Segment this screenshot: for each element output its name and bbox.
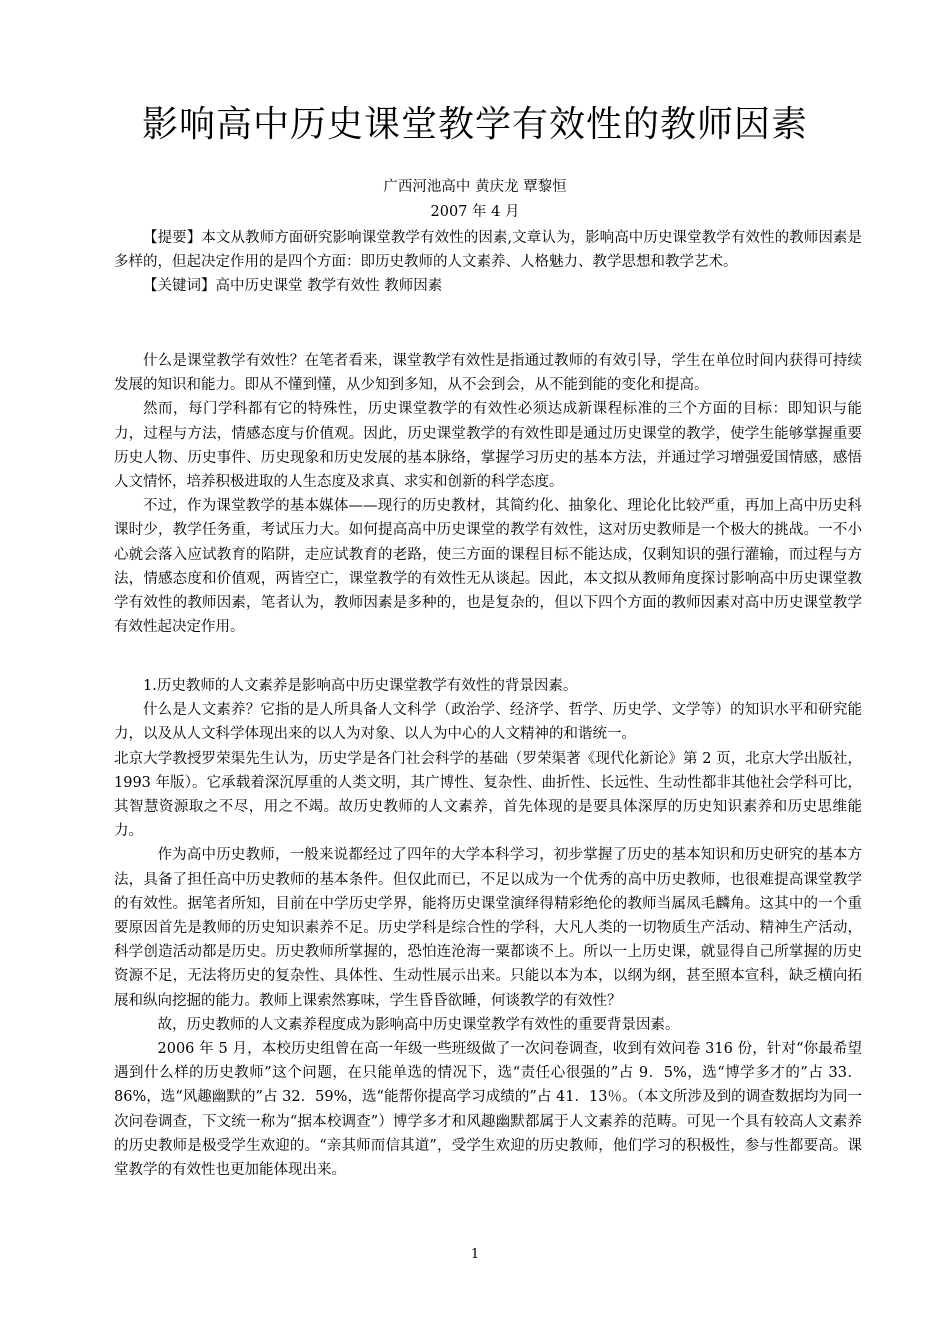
date-line: 2007 年 4 月	[430, 204, 520, 220]
abstract-block	[114, 226, 862, 299]
section-1-paragraph-4: 故，历史教师的人文素养程度成为影响高中历史课堂教学有效性的重要背景因素。	[157, 1016, 680, 1033]
document-title: 影响高中历史课堂教学有效性的教师因素	[141, 104, 808, 145]
author-line: 广西河池高中 黄庆龙 覃黎恒	[383, 179, 567, 195]
section-1-paragraph-3: 作为高中历史教师，一般来说都经过了四年的大学本科学习，初步掌握了历史的基本知识和历史研究的基本方法，具备了担任高中历史教师的基本条件。但仅此而已，不足以成为一个优秀的高中历史教师，也很难提高课堂教学的有效性。据笔者所知，目前在中学历史学界，能将历史课堂演绎得精彩绝伦的教师当属凤毛麟角。这其中的一个重要原因首先是教师的历史知识素养不足。历史学科是综合性的学科，大凡人类的一切物质生产活动、精神生产活动，科学创造活动都是历史。历史教师所掌握的，恐怕连沧海一粟都谈不上。所以一上历史课，就显得自己所掌握的历史资源不足，无法将历史的复杂性、具体性、生动性展示出来。只能以本为本，以纲为纲，甚至照本宣科，缺乏横向拓展和纵向挖掘的能力。教师上课索然寡味，学生昏昏欲睡，何谈教学的有效性？	[114, 847, 862, 1009]
section-1-paragraph-1: 什么是人文素养？它指的是人所具备人文科学（政治学、经济学、哲学、历史学、文学等）的知识水平和研究能力，以及从人文科学体现出来的以人为对象、以人为中心的人文精神的和谐统一。	[114, 702, 862, 743]
abstract-text: 【提要】本文从教师方面研究影响课堂教学有效性的因素,文章认为，影响高中历史课堂教学有效性的教师因素是多样的，但起决定作用的是四个方面：即历史教师的人文素养、人格魅力、教学思想和教学艺术。	[114, 230, 862, 271]
intro-paragraph-3: 不过，作为课堂教学的基本媒体——现行的历史教材，其简约化、抽象化、理论化比较严重，再加上高中历史科课时少，教学任务重，考试压力大。如何提高高中历史课堂的教学有效性，这对历史教师是一个极大的挑战。一不小心就会落入应试教育的陷阱，走应试教育的老路，使三方面的课程目标不能达成，仅剩知识的强行灌输，而过程与方法，情感态度和价值观，两皆空亡，课堂教学的有效性无从谈起。因此，本文拟从教师角度探讨影响高中历史课堂教学有效性的教师因素，笔者认为，教师因素是多种的，也是复杂的，但以下四个方面的教师因素对高中历史课堂教学有效性起决定作用。	[114, 498, 862, 636]
section-1-paragraph-2: 北京大学教授罗荣渠先生认为，历史学是各门社会科学的基础（罗荣渠著《现代化新论》第 2 页，北京大学出版社，1993 年版）。它承载着深沉厚重的人类文明，其广博性、复杂性、曲折性、长远性、生动性都非其他社会学科可比，其智慧资源取之不尽，用之不竭。故历史教师的人文素养，首先体现的是要具体深厚的历史知识素养和历史思维能力。	[114, 750, 862, 840]
section-1	[114, 674, 862, 1182]
intro-paragraph-1: 什么是课堂教学有效性？在笔者看来，课堂教学有效性是指通过教师的有效引导，学生在单位时间内获得可持续发展的知识和能力。即从不懂到懂，从少知到多知，从不会到会，从不能到能的变化和提高。	[114, 353, 862, 394]
intro-paragraph-2: 然而，每门学科都有它的特殊性，历史课堂教学的有效性必须达成新课程标准的三个方面的目标：即知识与能力，过程与方法，情感态度与价值观。因此，历史课堂教学的有效性即是通过历史课堂的教学，使学生能够掌握重要历史人物、历史事件、历史现象和历史发展的基本脉络，掌握学习历史的基本方法，并通过学习增强爱国情感，感悟人文情怀，培养积极进取的人生态度及求真、求实和创新的科学态度。	[114, 401, 862, 491]
page-number: 1	[470, 1247, 480, 1262]
section-1-heading: 1.历史教师的人文素养是影响高中历史课堂教学有效性的背景因素。	[143, 678, 578, 694]
intro-section	[114, 349, 862, 639]
keywords-text: 【关键词】高中历史课堂 教学有效性 教师因素	[143, 278, 443, 295]
section-1-paragraph-5: 2006 年 5 月，本校历史组曾在高一年级一些班级做了一次问卷调查，收到有效问卷 316 份，针对“你最希望遇到什么样的历史教师”这个问题，在只能单选的情况下，选“责任心很强的”占 9．5%，选“博学多才的”占 33．86%，选“风趣幽默的”占 32．59%，选“能帮你提高学习成绩的”占 41．13％。（本文所涉及到的调查数据均为同一次问卷调查，下文统一称为“据本校调查”）博学多才和风趣幽默都属于人文素养的范畴。可见一个具有较高人文素养 的历史教师是极受学生欢迎的。“亲其师而信其道”，受学生欢迎的历史教师，他们学习的积极性，参与性都要高。课堂教学的有效性也更加能体现出来。	[114, 1041, 862, 1179]
